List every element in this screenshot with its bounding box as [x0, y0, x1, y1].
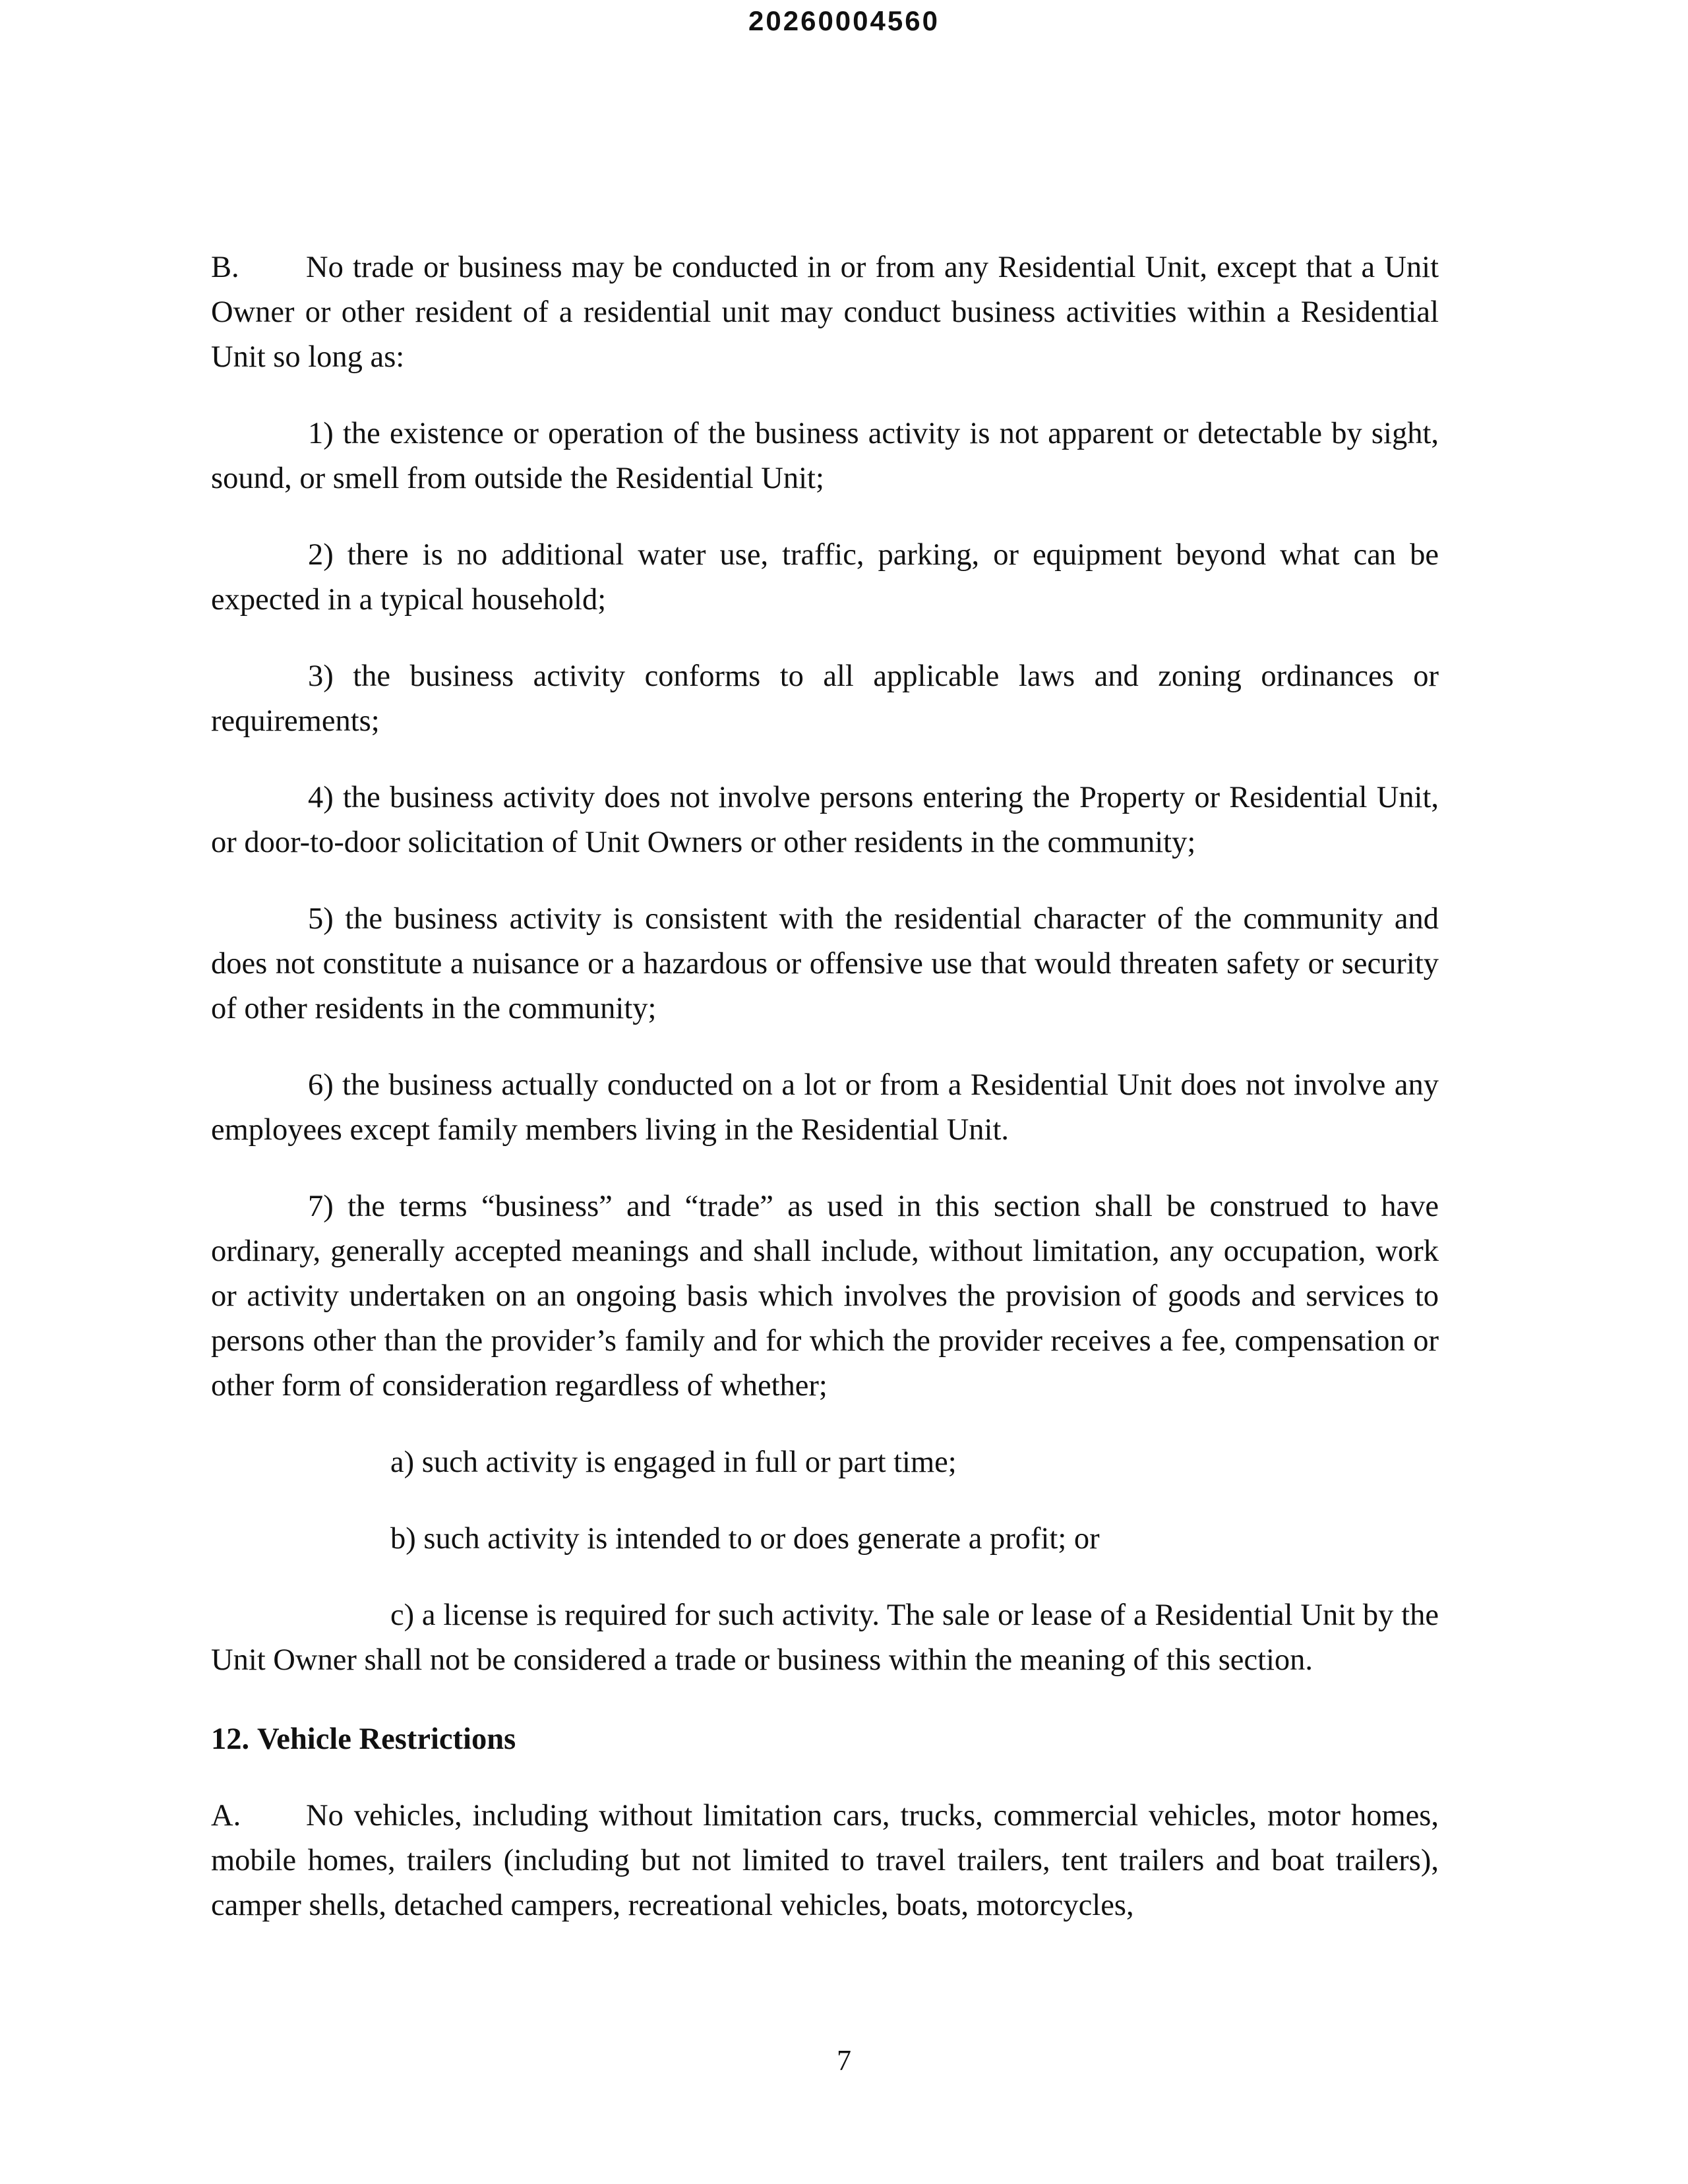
sub-item-c: c) a license is required for such activity. The sale or lease of a Residential Unit by the Unit Owner shall not be considered a trade or business within the meaning of this section. [211, 1598, 1439, 1677]
section-12-title: Vehicle Restrictions [257, 1722, 516, 1756]
section-b-label: B. [211, 251, 239, 284]
list-item-3: 3) the business activity conforms to all applicable laws and zoning ordinances or requirements; [211, 659, 1439, 738]
section-12-heading [211, 1717, 1439, 1762]
list-item-5: 5) the business activity is consistent with the residential character of the community and does not constitute a nuisance or a hazardous or offensive use that would threaten safety or security of other residents in the community; [211, 902, 1439, 1025]
list-item-2: 2) there is no additional water use, traffic, parking, or equipment beyond what can be expected in a typical household; [211, 538, 1439, 617]
list-item-7: 7) the terms “business” and “trade” as used in this section shall be construed to have ordinary, generally accepted meanings and shall include, without limitation, any occupation, work or activity undertaken on an ongoing basis which involves the provision of goods and services to persons other than the provider’s family and for which the provider receives a fee, compensation or other form of consideration regardless of whether; [211, 1190, 1439, 1403]
document-number: 20260004560 [748, 5, 940, 36]
sub-item-b: b) such activity is intended to or does generate a profit; or [390, 1522, 1100, 1556]
section-12a-paragraph [211, 1794, 1439, 1928]
document-body [211, 245, 1439, 1960]
section-12-number: 12. [211, 1722, 250, 1756]
sub-item-a: a) such activity is engaged in full or part time; [390, 1445, 957, 1479]
section-12a-text: No vehicles, including without limitation cars, trucks, commercial vehicles, motor homes, mobile homes, trailers (including but not limited to travel trailers, tent trailers and boat trailers), camper shells, detached campers, recreational vehicles, boats, motorcycles, [211, 1799, 1439, 1922]
section-b-paragraph [211, 245, 1439, 380]
list-item-4: 4) the business activity does not involve persons entering the Property or Residential Unit, or door-to-door solicitation of Unit Owners or other residents in the community; [211, 781, 1439, 859]
section-12a-label: A. [211, 1799, 241, 1833]
section-b-text: No trade or business may be conducted in or from any Residential Unit, except that a Unit Owner or other resident of a residential unit may conduct business activities within a Residential Unit so long as: [211, 251, 1439, 374]
list-item-1: 1) the existence or operation of the business activity is not apparent or detectable by sight, sound, or smell from outside the Residential Unit; [211, 417, 1439, 495]
page-number: 7 [837, 2044, 851, 2077]
list-item-6: 6) the business actually conducted on a lot or from a Residential Unit does not involve any employees except family members living in the Residential Unit. [211, 1068, 1439, 1147]
